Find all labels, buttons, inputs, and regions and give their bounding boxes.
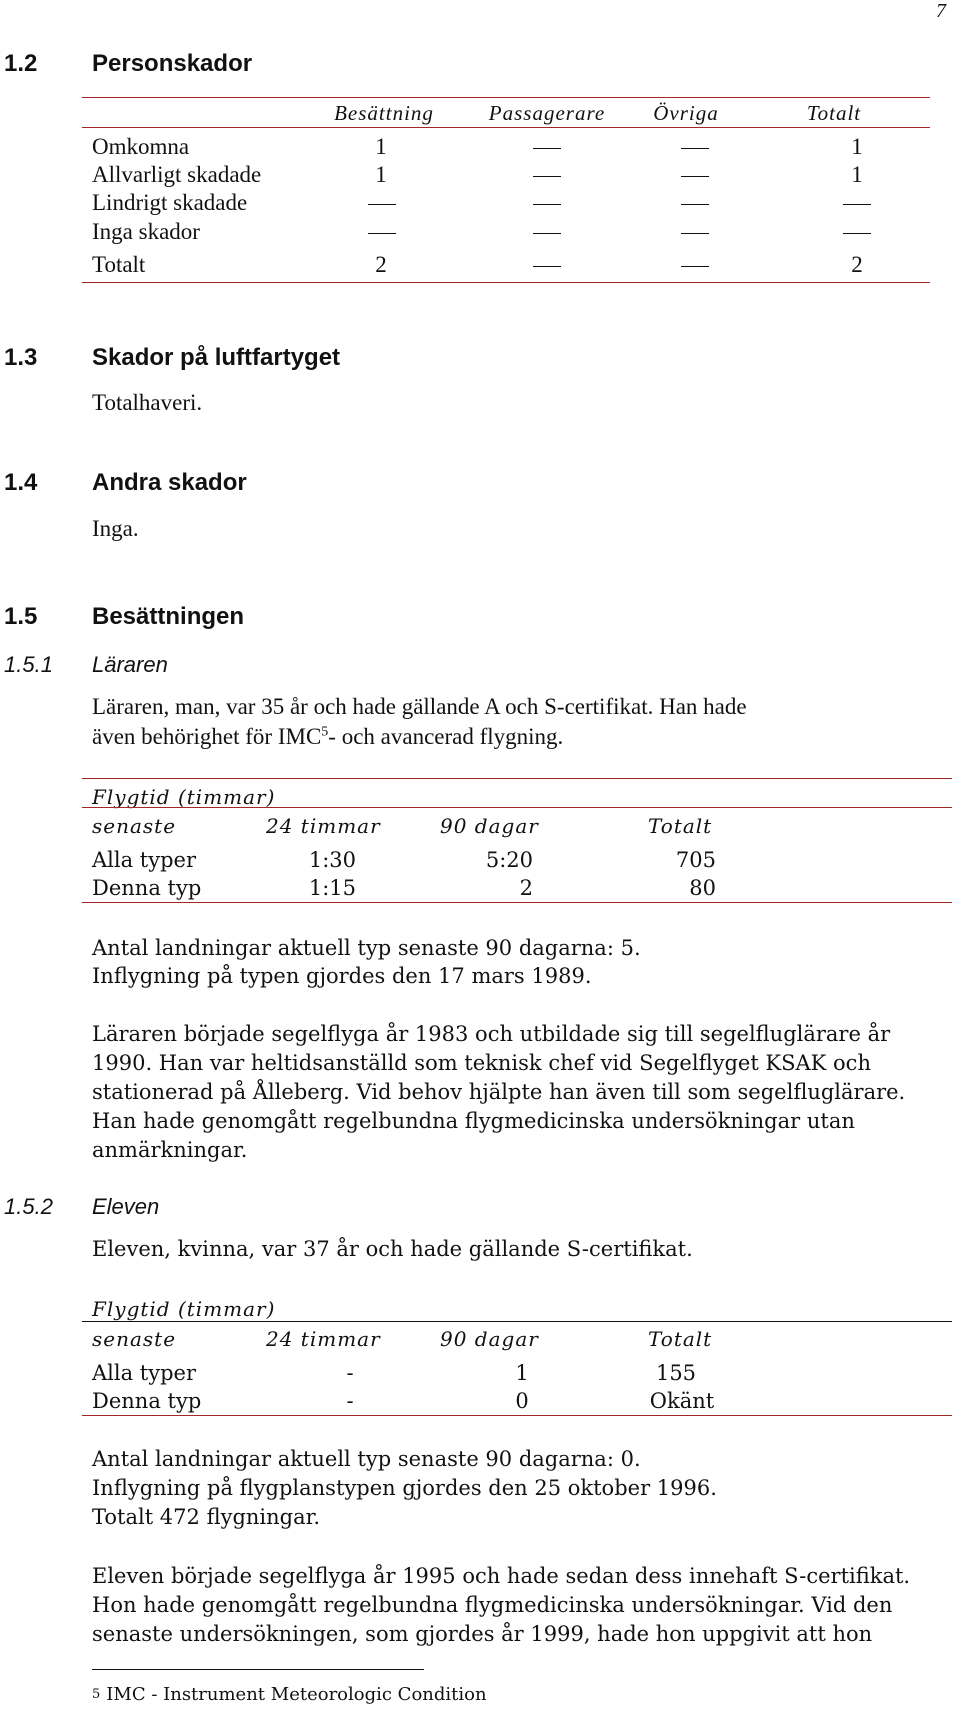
table-cell-dash xyxy=(681,233,709,234)
table-cell: 1 xyxy=(515,1361,529,1385)
section-number: 1.2 xyxy=(4,50,38,77)
column-header: Övriga xyxy=(653,101,719,125)
column-header: 90 dagar xyxy=(440,1327,539,1351)
paragraph: Antal landningar aktuell typ senaste 90 dagarna: 0. xyxy=(92,1447,641,1471)
table-cell: 1 xyxy=(375,162,387,187)
subsection-title: Eleven xyxy=(92,1194,160,1219)
subsection-number: 1.5.2 xyxy=(4,1194,53,1219)
section-number: 1.5 xyxy=(4,603,38,630)
column-header: Totalt xyxy=(648,814,713,838)
table-cell: 5:20 xyxy=(485,848,533,872)
table-cell: 1 xyxy=(851,162,863,187)
section-number: 1.3 xyxy=(4,344,38,371)
footnote xyxy=(92,1684,487,1705)
paragraph-line: stationerad på Ålleberg. Vid behov hjälpte han även till som segelfluglärare. xyxy=(92,1080,906,1104)
paragraph: Antal landningar aktuell typ senaste 90 dagarna: 5. xyxy=(92,936,641,960)
table-cell-dash xyxy=(843,204,871,205)
paragraph-line: senaste undersökningen, som gjordes år 1999, hade hon uppgivit att hon xyxy=(92,1622,873,1646)
subsection-title: Läraren xyxy=(92,652,168,677)
table-cell: 1 xyxy=(851,134,863,159)
table-cell: 1:30 xyxy=(308,848,356,872)
paragraph: Inflygning på typen gjordes den 17 mars 1989. xyxy=(92,964,592,988)
paragraph-line: Eleven började segelflyga år 1995 och hade sedan dess innehaft S-certifikat. xyxy=(92,1564,911,1588)
table-cell-dash xyxy=(681,176,709,177)
footnote-text: IMC - Instrument Meteorologic Condition xyxy=(106,1684,487,1705)
row-label: Lindrigt skadade xyxy=(92,190,248,215)
paragraph: Totalhaveri. xyxy=(92,390,203,415)
row-label: Allvarligt skadade xyxy=(92,162,262,187)
row-label: Omkomna xyxy=(92,134,190,159)
column-header: senaste xyxy=(92,814,177,838)
table-cell-dash xyxy=(533,233,561,234)
paragraph: Eleven, kvinna, var 37 år och hade gällande S-certifikat. xyxy=(92,1237,693,1261)
table-cell: 2 xyxy=(519,876,533,900)
section-number: 1.4 xyxy=(4,469,38,496)
table-cell: 0 xyxy=(515,1389,529,1413)
section-title: Besättningen xyxy=(92,603,245,630)
table-cell-dash xyxy=(533,176,561,177)
paragraph: Inflygning på flygplanstypen gjordes den 25 oktober 1996. xyxy=(92,1476,717,1500)
table-cell-dash xyxy=(681,204,709,205)
table-cell: - xyxy=(346,1389,354,1413)
paragraph: Totalt 472 flygningar. xyxy=(92,1505,321,1529)
table-cell: 705 xyxy=(675,848,716,872)
column-header: 24 timmar xyxy=(266,1327,381,1351)
column-header: Passagerare xyxy=(488,101,606,125)
subsection-number: 1.5.1 xyxy=(4,652,53,677)
column-header: Besättning xyxy=(334,101,434,125)
row-label: Inga skador xyxy=(92,219,200,244)
table-caption: Flygtid (timmar) xyxy=(92,785,276,809)
row-label: Denna typ xyxy=(92,1389,202,1413)
row-label: Denna typ xyxy=(92,876,202,900)
paragraph: Inga. xyxy=(92,516,139,541)
section-title: Personskador xyxy=(92,50,253,77)
paragraph-line: 1990. Han var heltidsanställd som teknisk chef vid Segelflyget KSAK och xyxy=(92,1051,871,1075)
paragraph-line: Han hade genomgått regelbundna flygmedicinska undersökningar utan xyxy=(92,1109,855,1133)
table-cell-dash xyxy=(533,148,561,149)
table-cell-dash xyxy=(368,204,396,205)
footnote-separator xyxy=(92,1669,424,1670)
table-cell-dash xyxy=(533,266,561,267)
table-cell-dash xyxy=(681,266,709,267)
text: - och avancerad flygning. xyxy=(328,724,564,749)
table-cell: 155 xyxy=(655,1361,697,1385)
section-title: Skador på luftfartyget xyxy=(92,344,341,371)
column-header: Totalt xyxy=(806,101,862,125)
column-header: 90 dagar xyxy=(440,814,539,838)
table-cell: 2 xyxy=(851,252,863,277)
paragraph-line: Läraren började segelflyga år 1983 och utbildade sig till segelfluglärare år xyxy=(92,1022,891,1046)
column-header: Totalt xyxy=(648,1327,713,1351)
footnote-ref: 5 xyxy=(321,724,329,740)
footnote-mark: 5 xyxy=(92,1687,101,1702)
paragraph-line: anmärkningar. xyxy=(92,1138,248,1162)
paragraph: Läraren, man, var 35 år och hade gällande A och S-certifikat. Han hade xyxy=(92,694,747,719)
table-cell: Okänt xyxy=(649,1389,715,1413)
paragraph xyxy=(92,724,563,750)
table-cell-dash xyxy=(681,148,709,149)
table-cell-dash xyxy=(368,233,396,234)
row-label: Alla typer xyxy=(92,1361,197,1385)
row-label: Totalt xyxy=(92,252,146,277)
table-cell-dash xyxy=(843,233,871,234)
column-header: 24 timmar xyxy=(266,814,381,838)
column-header: senaste xyxy=(92,1327,177,1351)
page-number: 7 xyxy=(936,0,946,22)
table-cell-dash xyxy=(533,204,561,205)
table-cell: 2 xyxy=(375,252,387,277)
row-label: Alla typer xyxy=(92,848,197,872)
table-cell: - xyxy=(346,1361,354,1385)
table-cell: 1:15 xyxy=(308,876,356,900)
table-cell: 1 xyxy=(375,134,387,159)
table-caption: Flygtid (timmar) xyxy=(92,1297,276,1321)
section-title: Andra skador xyxy=(92,469,247,496)
text: även behörighet för IMC xyxy=(92,724,322,749)
table-cell: 80 xyxy=(689,876,716,900)
paragraph-line: Hon hade genomgått regelbundna flygmedicinska undersökningar. Vid den xyxy=(92,1593,893,1617)
